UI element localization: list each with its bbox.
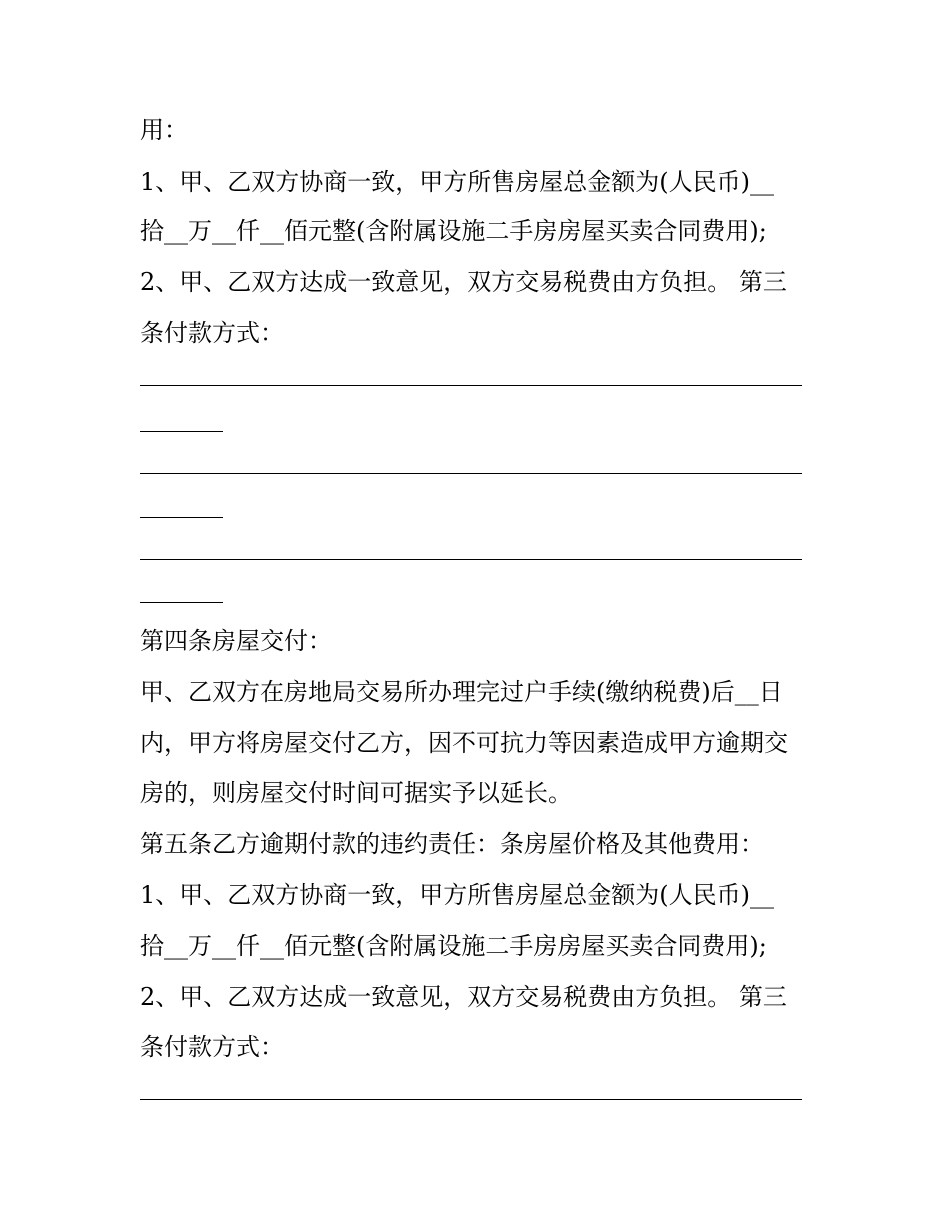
text-line: 房的，则房屋交付时间可据实予以延长。: [140, 779, 572, 807]
text-line: 1、甲、乙双方协商一致，甲方所售房屋总金额为(人民币)__: [140, 168, 774, 196]
text-line: 条付款方式：: [140, 319, 284, 347]
blank-fill-line: [140, 431, 223, 432]
blank-fill-line: [140, 602, 223, 603]
text-line: 甲、乙双方在房地局交易所办理完过户手续(缴纳税费)后__日: [140, 678, 783, 706]
blank-fill-line: [140, 1099, 802, 1100]
text-line: 2、甲、乙双方达成一致意见，双方交易税费由方负担。 第三: [140, 983, 787, 1011]
text-line: 条付款方式：: [140, 1033, 284, 1061]
text-line: 拾__万__仟__佰元整(含附属设施二手房房屋买卖合同费用);: [140, 932, 767, 960]
text-line: 2、甲、乙双方达成一致意见，双方交易税费由方负担。 第三: [140, 268, 787, 296]
blank-fill-line: [140, 385, 802, 386]
section-heading: 第四条房屋交付：: [140, 627, 332, 655]
text-line: 内，甲方将房屋交付乙方，因不可抗力等因素造成甲方逾期交: [140, 729, 788, 757]
blank-fill-line: [140, 517, 223, 518]
section-heading: 第五条乙方逾期付款的违约责任：条房屋价格及其他费用：: [140, 830, 764, 858]
text-line: 1、甲、乙双方协商一致，甲方所售房屋总金额为(人民币)__: [140, 881, 774, 909]
text-line: 用：: [140, 116, 188, 144]
blank-fill-line: [140, 473, 802, 474]
text-line: 拾__万__仟__佰元整(含附属设施二手房房屋买卖合同费用);: [140, 217, 767, 245]
blank-fill-line: [140, 559, 802, 560]
